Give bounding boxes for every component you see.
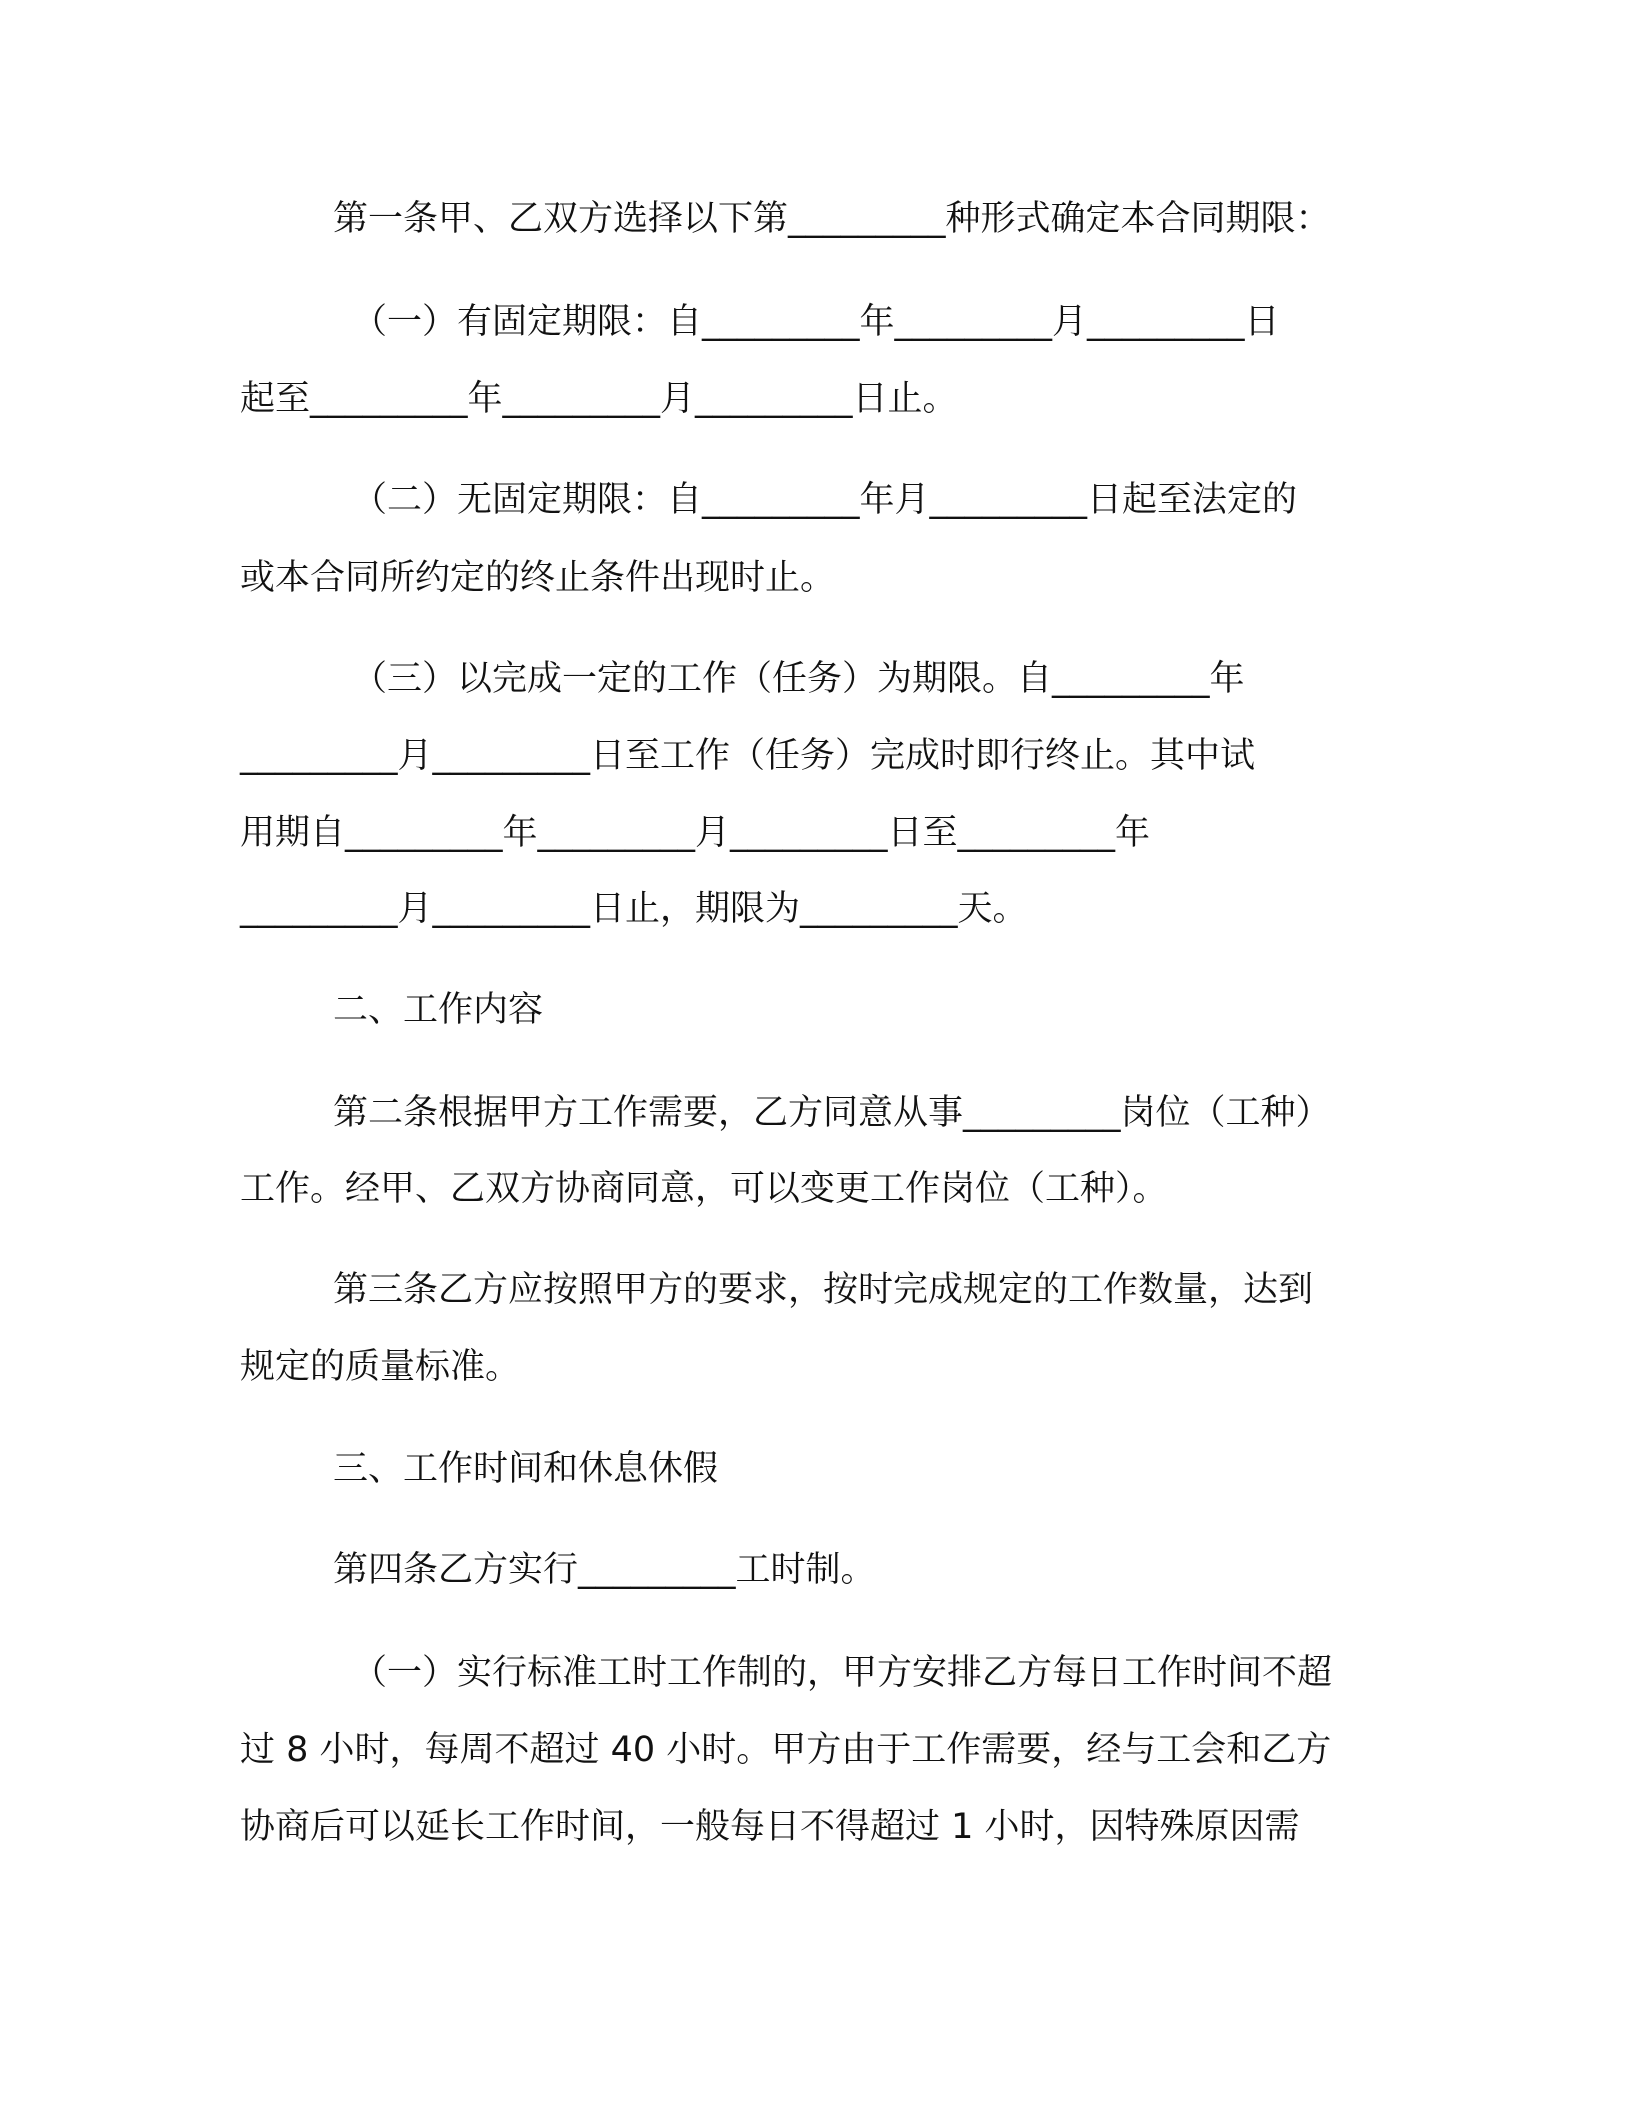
- article-4-clause-1-line-1: （一）实行标准工时工作制的，甲方安排乙方每日工作时间不超: [352, 1653, 1333, 1693]
- section-2-heading: 二、工作内容: [333, 990, 544, 1030]
- section-3-heading: 三、工作时间和休息休假: [333, 1449, 719, 1489]
- article-1-line-1: 第一条甲、乙双方选择以下第_________种形式确定本合同期限：: [333, 199, 1331, 239]
- article-4-clause-1-line-2: 过 8 小时，每周不超过 40 小时。甲方由于工作需要，经与工会和乙方: [240, 1730, 1332, 1770]
- article-3-line-1: 第三条乙方应按照甲方的要求，按时完成规定的工作数量，达到: [333, 1270, 1314, 1310]
- clause-2-line-1: （二）无固定期限：自_________年月_________日起至法定的: [352, 480, 1298, 520]
- article-2-line-2: 工作。经甲、乙双方协商同意，可以变更工作岗位（工种）。: [240, 1169, 1168, 1209]
- clause-3-line-3: 用期自_________年_________月_________日至_________年: [240, 813, 1151, 853]
- clause-3-line-2: _________月_________日至工作（任务）完成时即行终止。其中试: [240, 736, 1256, 776]
- clause-3-line-4: _________月_________日止，期限为_________天。: [240, 889, 1028, 929]
- clause-3-line-1: （三）以完成一定的工作（任务）为期限。自_________年: [352, 659, 1245, 699]
- article-4-line-1: 第四条乙方实行_________工时制。: [333, 1550, 876, 1590]
- article-3-line-2: 规定的质量标准。: [240, 1347, 521, 1387]
- clause-1-line-1: （一）有固定期限：自_________年_________月_________日: [352, 302, 1280, 342]
- article-4-clause-1-line-3: 协商后可以延长工作时间，一般每日不得超过 1 小时，因特殊原因需: [240, 1807, 1300, 1847]
- clause-1-line-2: 起至_________年_________月_________日止。: [240, 379, 958, 419]
- clause-2-line-2: 或本合同所约定的终止条件出现时止。: [240, 558, 836, 598]
- article-2-line-1: 第二条根据甲方工作需要，乙方同意从事_________岗位（工种）: [333, 1093, 1331, 1133]
